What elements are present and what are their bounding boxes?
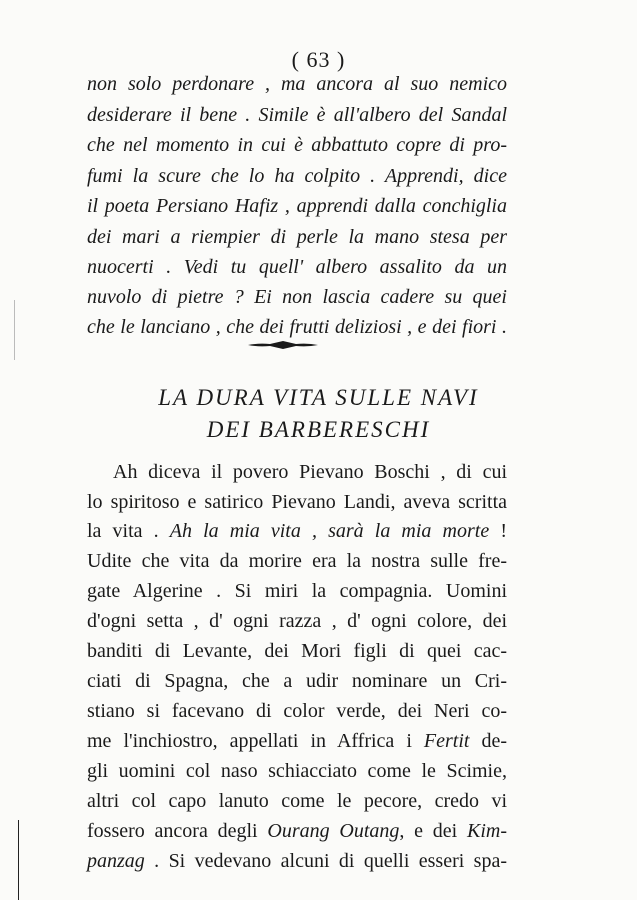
body-line: d'ogni setta , d' ogni razza , d' ogni colore, dei <box>87 610 507 632</box>
body-text: la vita . <box>87 520 170 542</box>
body-line: gli uomini col naso schiacciato come le Scimie, <box>87 760 507 782</box>
body-text-italic: Fertit <box>423 730 470 752</box>
paragraph-line: nuvolo di pietre ? Ei non lascia cadere su quei <box>87 286 507 308</box>
body-line: gate Algerine . Si miri la compagnia. Uomini <box>87 580 507 602</box>
paragraph-line: dei mari a riempier di perle la mano stesa per <box>87 226 507 248</box>
body-line <box>87 518 507 544</box>
page-number: ( 63 ) <box>291 47 346 72</box>
paragraph-line: fumi la scure che lo ha colpito . Apprendi, dice <box>87 165 507 187</box>
body-text-italic: panzag <box>87 850 145 872</box>
page-edge-mark <box>18 820 19 900</box>
paragraph-line: nuocerti . Vedi tu quell' albero assalito da un <box>87 256 507 278</box>
body-line: lo spiritoso e satirico Pievano Landi, aveva scritta <box>87 491 507 513</box>
body-line: banditi di Levante, dei Mori figli di quei cac- <box>87 640 507 662</box>
paragraph-line: non solo perdonare , ma ancora al suo nemico <box>87 73 507 95</box>
section-title: LA DURA VITA SULLE NAVI <box>158 385 479 410</box>
ornament-divider <box>248 338 318 352</box>
body-text: me l'inchiostro, appellati in Affrica i <box>87 730 424 752</box>
body-line: ciati di Spagna, che a udir nominare un Cri- <box>87 670 507 692</box>
body-text-italic: Ah la mia vita , sarà la mia morte <box>169 520 490 542</box>
paragraph-line: desiderare il bene . Simile è all'albero del Sandal <box>87 104 507 126</box>
paragraph-line: che nel momento in cui è abbattuto copre di pro- <box>87 134 507 156</box>
body-text: ! <box>489 520 507 542</box>
body-line <box>87 818 507 844</box>
body-line: altri col capo lanuto come le pecore, credo vi <box>87 790 507 812</box>
paragraph-line: che le lanciano , che dei frutti deliziosi , e dei fiori . <box>87 316 507 338</box>
body-text: . Si vedevano alcuni di quelli esseri spa- <box>144 850 507 872</box>
paragraph-line: il poeta Persiano Hafiz , apprendi dalla conchiglia <box>87 195 507 217</box>
body-line: stiano si facevano di color verde, dei Neri co- <box>87 700 507 722</box>
section-title: DEI BARBERESCHI <box>206 417 431 442</box>
body-text-italic: Ourang Outang <box>267 820 400 842</box>
body-text: de- <box>469 730 508 752</box>
body-text: , e dei <box>399 820 468 842</box>
body-line <box>87 728 507 754</box>
body-text-italic: Kim- <box>467 820 508 842</box>
body-line: Udite che vita da morire era la nostra sulle fre- <box>87 550 507 572</box>
body-line: Ah diceva il povero Pievano Boschi , di cui <box>113 461 507 483</box>
body-text: fossero ancora degli <box>87 820 268 842</box>
body-line <box>87 848 507 874</box>
page-edge-mark <box>14 300 15 360</box>
